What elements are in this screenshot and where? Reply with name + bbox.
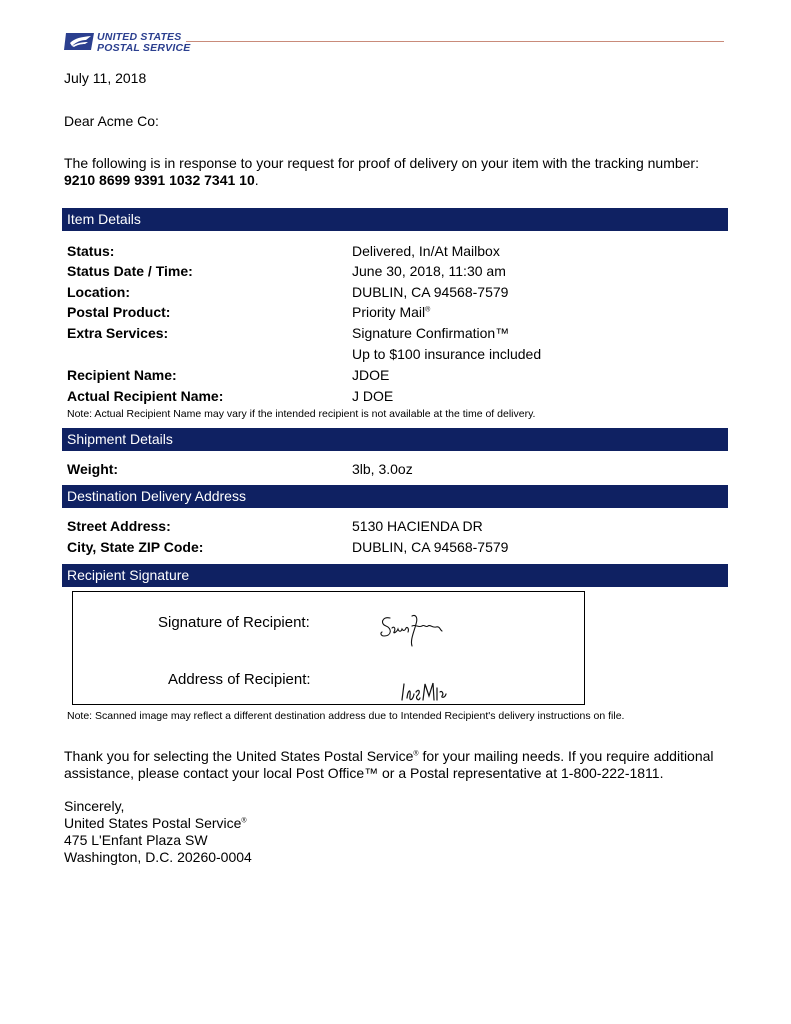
postal-product-value xyxy=(352,304,430,321)
letter-date: July 11, 2018 xyxy=(64,70,147,86)
sender-city: Washington, D.C. 20260-0004 xyxy=(64,849,252,865)
usps-logo-text xyxy=(97,32,190,54)
logo-line-2: POSTAL SERVICE xyxy=(97,42,191,54)
sender-street: 475 L'Enfant Plaza SW xyxy=(64,832,208,848)
header-rule xyxy=(186,41,724,42)
recipient-name-value: JDOE xyxy=(352,367,390,383)
intro-paragraph xyxy=(64,155,734,189)
thanks-text-2: for your mailing needs. If you require additional assistance, please contact your local Post Office™ or a Postal representative at 1-800-222-1811. xyxy=(64,748,714,781)
shipment-details-header: Shipment Details xyxy=(62,428,728,451)
status-label: Status: xyxy=(67,243,115,259)
extra-services-label: Extra Services: xyxy=(67,325,169,341)
street-address-label: Street Address: xyxy=(67,518,171,534)
sender-org-text: United States Postal Service xyxy=(64,815,242,831)
intro-text: The following is in response to your request for proof of delivery on your item with the tracking number: xyxy=(64,155,699,171)
tracking-number: 9210 8699 9391 1032 7341 10 xyxy=(64,172,255,188)
postal-product-text: Priority Mail xyxy=(352,304,426,320)
registered-mark: ® xyxy=(425,306,431,314)
status-value: Delivered, In/At Mailbox xyxy=(352,243,500,259)
destination-header: Destination Delivery Address xyxy=(62,485,728,508)
postal-product-label: Postal Product: xyxy=(67,304,171,320)
recipient-note: Note: Actual Recipient Name may vary if the intended recipient is not available at the time of delivery. xyxy=(67,408,536,420)
street-address-value: 5130 HACIENDA DR xyxy=(352,518,483,534)
salutation: Dear Acme Co: xyxy=(64,113,159,129)
actual-recipient-label: Actual Recipient Name: xyxy=(67,388,224,404)
tracking-period: . xyxy=(254,172,259,188)
address-handwriting-image xyxy=(399,678,449,704)
recipient-name-label: Recipient Name: xyxy=(67,367,177,383)
usps-eagle-logo-icon xyxy=(64,30,96,52)
signature-image xyxy=(378,610,468,648)
city-state-zip-label: City, State ZIP Code: xyxy=(67,539,204,555)
status-date-value: June 30, 2018, 11:30 am xyxy=(352,263,506,279)
signature-label: Signature of Recipient: xyxy=(158,614,310,631)
sender-org-mark: ® xyxy=(241,817,247,825)
recipient-signature-header: Recipient Signature xyxy=(62,564,728,587)
city-state-zip-value: DUBLIN, CA 94568-7579 xyxy=(352,539,509,555)
logo-line-1: UNITED STATES xyxy=(97,31,182,43)
signature-note: Note: Scanned image may reflect a different destination address due to Intended Recipient's delivery instructions on file. xyxy=(67,710,625,722)
weight-value: 3lb, 3.0oz xyxy=(352,461,413,477)
address-label: Address of Recipient: xyxy=(168,671,311,688)
thank-you-paragraph xyxy=(64,748,734,782)
actual-recipient-value: J DOE xyxy=(352,388,394,404)
signoff xyxy=(64,798,252,866)
sincerely: Sincerely, xyxy=(64,798,125,814)
extra-service-2: Up to $100 insurance included xyxy=(352,346,542,362)
sender-org xyxy=(64,815,252,832)
signature-box xyxy=(72,591,585,705)
status-date-label: Status Date / Time: xyxy=(67,263,193,279)
thanks-registered-mark: ® xyxy=(413,750,419,758)
location-label: Location: xyxy=(67,284,130,300)
location-value: DUBLIN, CA 94568-7579 xyxy=(352,284,509,300)
thanks-text-1: Thank you for selecting the United States Postal Service xyxy=(64,748,414,764)
item-details-header: Item Details xyxy=(62,208,728,231)
extra-service-1: Signature Confirmation™ xyxy=(352,325,510,341)
weight-label: Weight: xyxy=(67,461,119,477)
